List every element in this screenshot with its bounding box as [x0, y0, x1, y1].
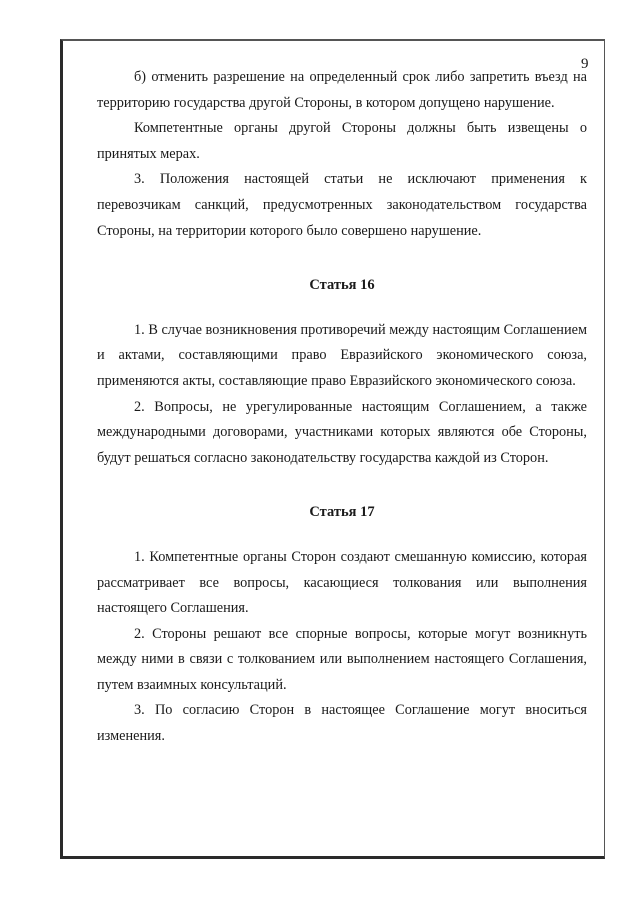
spacer — [97, 299, 587, 318]
document-body — [97, 65, 587, 750]
article-17-clause-2: 2. Стороны решают все спорные вопросы, которые могут возникнуть между ними в связи с толкованием или выполнением настоящего Соглашения, путем взаимных консультаций. — [97, 625, 587, 693]
paragraph-article-clause-3: 3. Положения настоящей статьи не исключают применения к перевозчикам санкций, предусмотренных законодательством государства Стороны, на территории которого было совершено нарушение. — [97, 171, 587, 239]
paragraph-sanction-b: б) отменить разрешение на определенный срок либо запретить въезд на территорию государства другой Стороны, в котором допущено нарушение. — [97, 69, 587, 111]
spacer — [97, 244, 587, 273]
paragraph-notification: Компетентные органы другой Стороны должны быть извещены о принятых мерах. — [97, 120, 587, 162]
article-17-title: Статья 17 — [309, 504, 375, 521]
article-17-clause-1: 1. Компетентные органы Сторон создают смешанную комиссию, которая рассматривает все вопросы, касающиеся толкования или выполнения настоящего Соглашения. — [97, 548, 587, 617]
page-number: 9 — [581, 56, 589, 72]
spacer — [97, 526, 587, 545]
article-16-clause-1: 1. В случае возникновения противоречий между настоящим Соглашением и актами, составляющими право Евразийского экономического союза, применяются акты, составляющие право Евразийского экономического союза. — [97, 321, 587, 389]
article-16-clause-2: 2. Вопросы, не урегулированные настоящим Соглашением, а также международными договорами, участниками которых являются обе Стороны, будут решаться согласно законодательству государства каждой из Сторон. — [97, 398, 587, 466]
spacer — [97, 471, 587, 500]
article-16-title: Статья 16 — [309, 277, 375, 294]
article-17-clause-3: 3. По согласию Сторон в настоящее Соглашение могут вноситься изменения. — [97, 702, 587, 745]
